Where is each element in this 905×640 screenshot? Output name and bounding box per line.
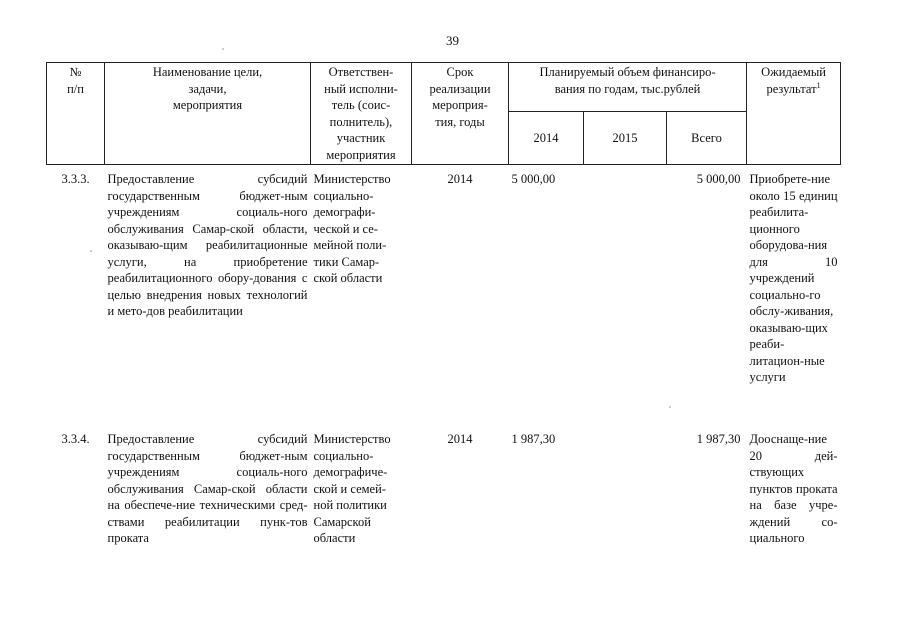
header-total: Всего xyxy=(667,112,747,165)
row-amount-2014: 5 000,00 xyxy=(511,172,556,186)
scan-speck xyxy=(669,406,671,408)
header-num: № п/п xyxy=(47,63,105,165)
row-responsible: Министерство социально- демографиче- ской и семей- ной политики Самарской области xyxy=(313,432,391,545)
page-number: 39 xyxy=(446,33,459,48)
footnote-marker: 1 xyxy=(816,80,821,90)
program-measures-table xyxy=(46,62,841,553)
header-year-2015: 2015 xyxy=(584,112,667,165)
header-result-text: Ожидаемый результат xyxy=(761,65,826,96)
row-name: Предоставление субсидий государственным бюджет-ным учреждениям социаль-ного обслуживания Самар-ской области, оказываю-щим реабилитационные услуги, на приобретение реабилитационного обору-дования с целью внедрения новых технологий и мето-дов реабилитации xyxy=(107,172,308,318)
header-term: Срок реализации мероприя- тия, годы xyxy=(412,63,509,165)
scan-speck xyxy=(222,48,224,50)
row-term: 2014 xyxy=(447,432,473,446)
header-year-2014: 2014 xyxy=(509,112,584,165)
row-amount-2014: 1 987,30 xyxy=(511,432,556,446)
row-amount-total: 1 987,30 xyxy=(696,432,741,446)
row-num: 3.3.3. xyxy=(61,172,90,186)
table-row xyxy=(47,165,841,426)
scan-speck xyxy=(90,250,92,252)
row-term: 2014 xyxy=(447,172,473,186)
row-name: Предоставление субсидий государственным бюджет-ным учреждениям социаль-ного обслуживания Самар-ской области на обеспече-ние техническими сред-ствами реабилитации пунк-тов проката xyxy=(107,432,308,545)
row-result: Дооснаще-ние 20 дей-ствующих пунктов проката на базе учре-ждений со-циального xyxy=(749,432,838,545)
row-result: Приобрете-ние около 15 единиц реабилита-ционного оборудова-ния для 10 учреждений социально-го обслу-живания, оказываю-щих реаби-литацион-ные услуги xyxy=(749,172,838,384)
header-result xyxy=(747,63,841,165)
header-funding: Планируемый объем финансиро- вания по годам, тыс.рублей xyxy=(509,63,747,112)
header-responsible: Ответствен- ный исполни- тель (соис- полнитель), участник мероприятия xyxy=(311,63,412,165)
row-num: 3.3.4. xyxy=(61,432,90,446)
row-amount-total: 5 000,00 xyxy=(696,172,741,186)
row-responsible: Министерство социально- демографи- ческой и се- мейной поли- тики Самар- ской области xyxy=(313,172,391,285)
header-row xyxy=(47,63,841,112)
row-amount-2015 xyxy=(584,425,667,553)
table-row xyxy=(47,425,841,553)
header-name: Наименование цели, задачи, мероприятия xyxy=(105,63,311,165)
row-amount-2015 xyxy=(584,165,667,426)
